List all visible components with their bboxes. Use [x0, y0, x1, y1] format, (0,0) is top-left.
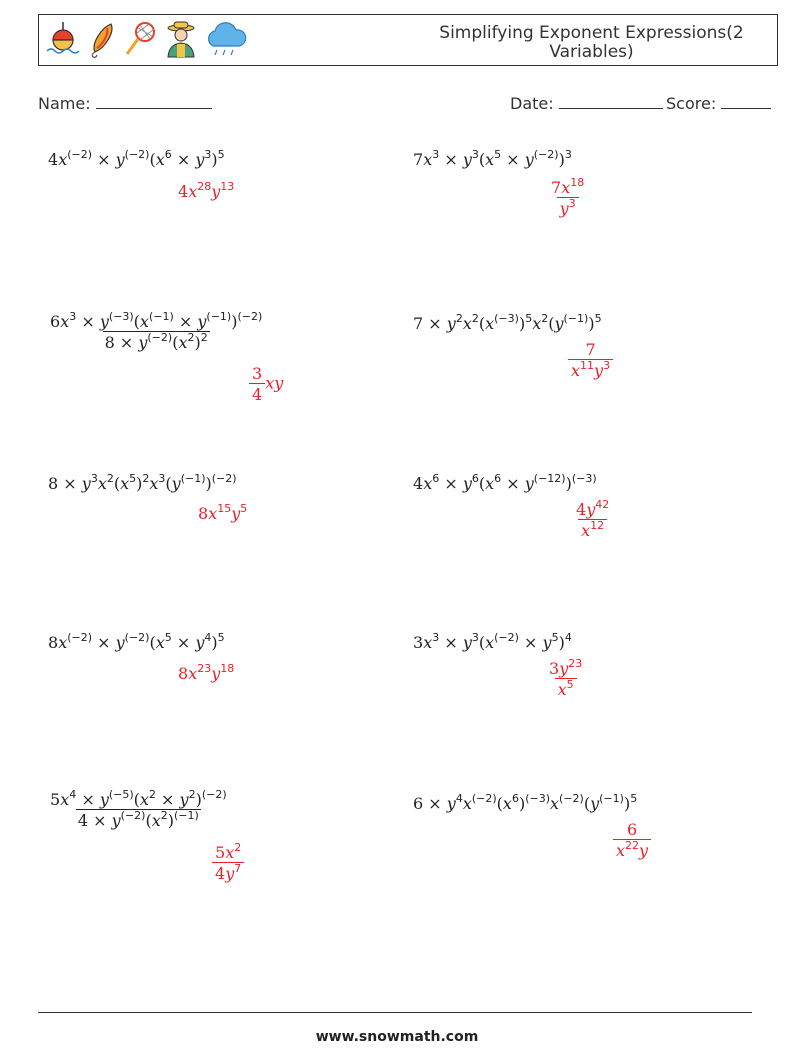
answer-9: $\frac{5x^2}{4y^7}$ [212, 843, 244, 883]
answer-8: $\frac{3y^{23}}{x^5}$ [549, 657, 583, 699]
problem-3: $\frac{6x^3 \times y^{(-3)}(x^{(-1)} \times y^{(-1)})^{(-2)}}{8 \times y^{(-2)}(x^2)^2}$ [50, 310, 263, 352]
problem-6: $4x^6 \times y^6(x^6 \times y^{(-12)})^{(-3)}$ [413, 472, 597, 493]
fishing-lure-icon [85, 20, 119, 58]
problem-7: $8x^{(-2)} \times y^{(-2)}(x^5 \times y^4)^5$ [48, 631, 225, 652]
answer-1: $4x^{28}y^{13}$ [178, 180, 235, 201]
problem-4: $7 \times y^2x^2(x^{(-3)})^5x^2(y^{(-1)})^5$ [413, 312, 602, 333]
answer-4: $\frac{7}{x^{11}y^3}$ [568, 340, 613, 380]
problem-8: $3x^3 \times y^3(x^{(-2)} \times y^5)^4$ [413, 631, 572, 652]
problem-10: $6 \times y^4x^{(-2)}(x^6)^{(-3)}x^{(-2)}(y^{(-1)})^5$ [413, 792, 638, 813]
rain-cloud-icon [203, 20, 249, 58]
score-field[interactable] [666, 94, 771, 113]
answer-3: $\frac{3}{4}$ xy [249, 364, 283, 404]
fishing-bobber-icon [45, 20, 81, 58]
fisherman-icon [163, 20, 199, 58]
date-field[interactable] [510, 94, 663, 113]
answer-10: $\frac{6}{x^{22}y}$ [613, 820, 651, 860]
answer-2: $\frac{7x^{18}}{y^3}$ [551, 176, 585, 218]
answer-5: $8x^{15}y^5$ [198, 502, 248, 523]
score-label: Score: [666, 94, 717, 113]
date-blank[interactable] [559, 96, 663, 109]
fishing-net-icon [123, 20, 159, 58]
name-blank[interactable] [96, 96, 212, 109]
answer-6: $\frac{4y^{42}}{x^{12}}$ [576, 498, 610, 540]
footer-url[interactable]: www.snowmath.com [315, 1029, 479, 1045]
score-blank[interactable] [721, 96, 771, 109]
problem-9: $\frac{5x^4 \times y^{(-5)}(x^2 \times y^2)^{(-2)}}{4 \times y^{(-2)}(x^2)^{(-1)}}$ [50, 788, 227, 830]
worksheet-title: Simplifying Exponent Expressions(2 Variables) [439, 23, 744, 62]
date-label: Date: [510, 94, 554, 113]
problem-1: $4x^{(-2)} \times y^{(-2)}(x^6 \times y^3)^5$ [48, 148, 225, 169]
problem-5: $8 \times y^3x^2(x^5)^2x^3(y^{(-1)})^{(-2)}$ [48, 472, 237, 493]
name-label: Name: [38, 94, 91, 113]
problem-2: $7x^3 \times y^3(x^5 \times y^{(-2)})^3$ [413, 148, 572, 169]
answer-7: $8x^{23}y^{18}$ [178, 662, 235, 683]
footer-divider [38, 1012, 752, 1013]
name-field[interactable] [38, 94, 212, 113]
worksheet-header [38, 14, 778, 66]
header-icons [45, 20, 249, 58]
